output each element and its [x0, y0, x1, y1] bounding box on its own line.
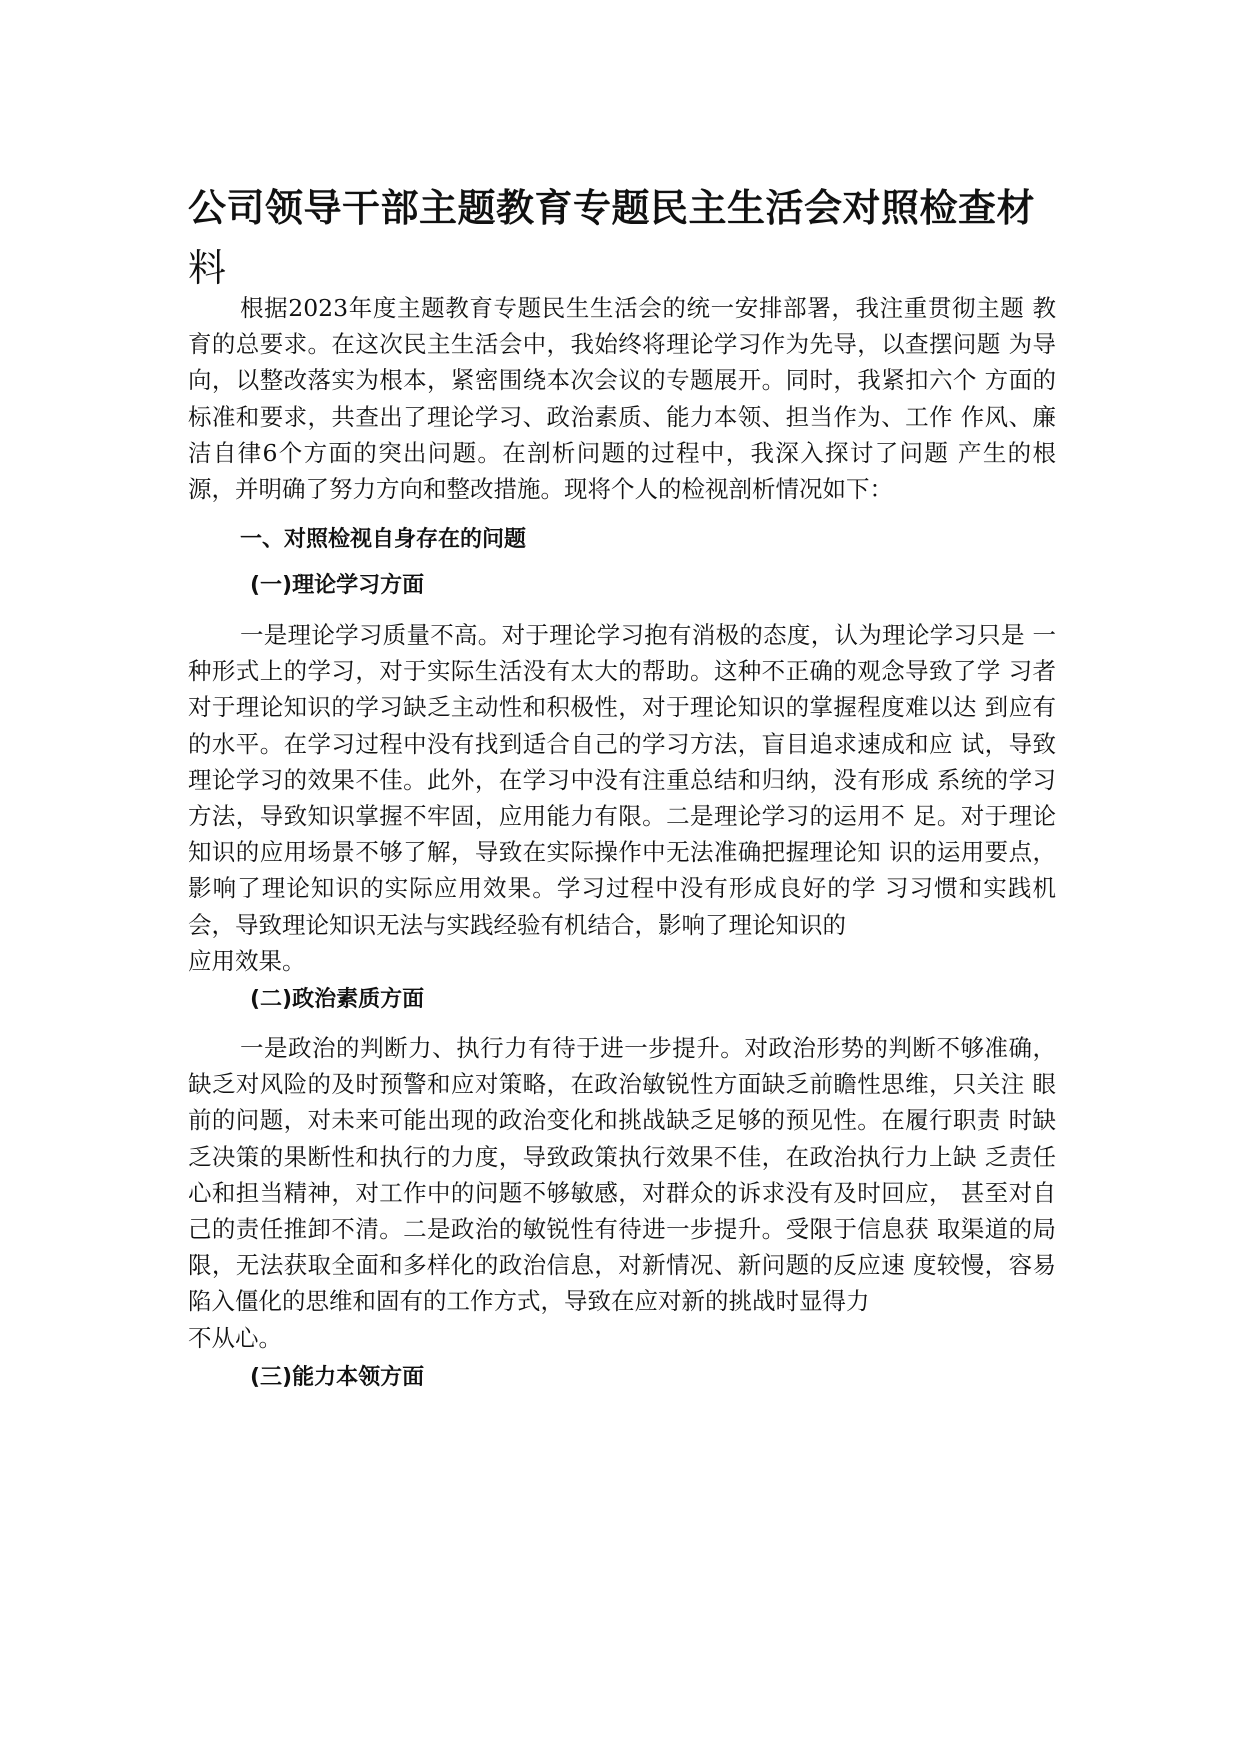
intro-paragraph: 根据2023年度主题教育专题民生生活会的统一安排部署，我注重贯彻主题 教育的总要求。在这次民主生活会中，我始终将理论学习作为先导，以查摆问题 为导向，以整改落实为根本，紧密围绕本次会议的专题展开。同时，我紧扣六个 方面的标准和要求，共查出了理论学习、政治素质、能力本领、担当作为、工作 作风、廉洁自律6个方面的突出问题。在剖析问题的过程中，我深入探讨了问题 产生的根源，并明确了努力方向和整改措施。现将个人的检视剖析情况如下：	[188, 294, 1056, 504]
subsection2-paragraph: 一是政治的判断力、执行力有待于进一步提升。对政治形势的判断不够准确， 缺乏对风险的及时预警和应对策略，在政治敏锐性方面缺乏前瞻性思维，只关注 眼前的问题，对未来可能出现的政治变化和挑战缺乏足够的预见性。在履行职责 时缺乏决策的果断性和执行的力度，导致政策执行效果不佳，在政治执行力上缺 乏责任心和担当精神，对工作中的问题不够敏感，对群众的诉求没有及时回应， 甚至对自己的责任推卸不清。二是政治的敏锐性有待进一步提升。受限于信息获 取渠道的局限，无法获取全面和多样化的政治信息，对新情况、新问题的反应速 度较慢，容易陷入僵化的思维和固有的工作方式，导致在应对新的挑战时显得力 不从心。	[188, 1034, 1056, 1352]
subsection1-paragraph: 一是理论学习质量不高。对于理论学习抱有消极的态度，认为理论学习只是 一种形式上的学习，对于实际生活没有太大的帮助。这种不正确的观念导致了学 习者对于理论知识的学习缺乏主动性和积极性，对于理论知识的掌握程度难以达 到应有的水平。在学习过程中没有找到适合自己的学习方法，盲目追求速成和应 试，导致理论学习的效果不佳。此外，在学习中没有注重总结和归纳，没有形成 系统的学习方法，导致知识掌握不牢固，应用能力有限。二是理论学习的运用不 足。对于理论知识的应用场景不够了解，导致在实际操作中无法准确把握理论知 识的运用要点，影响了理论知识的实际应用效果。学习过程中没有形成良好的学 习习惯和实践机会，导致理论知识无法与实践经验有机结合，影响了理论知识的 应用效果。	[188, 621, 1056, 975]
subsection1-heading: (一)理论学习方面	[250, 573, 425, 598]
document-title-line1: 公司领导干部主题教育专题民主生活会对照检查材	[188, 186, 1036, 230]
section1-heading: 一、对照检视自身存在的问题	[240, 527, 527, 552]
document-title	[188, 178, 1068, 298]
subsection2-heading: (二)政治素质方面	[250, 987, 425, 1012]
document-title-line2: 料	[188, 246, 227, 290]
subsection3-heading: (三)能力本领方面	[250, 1365, 425, 1390]
